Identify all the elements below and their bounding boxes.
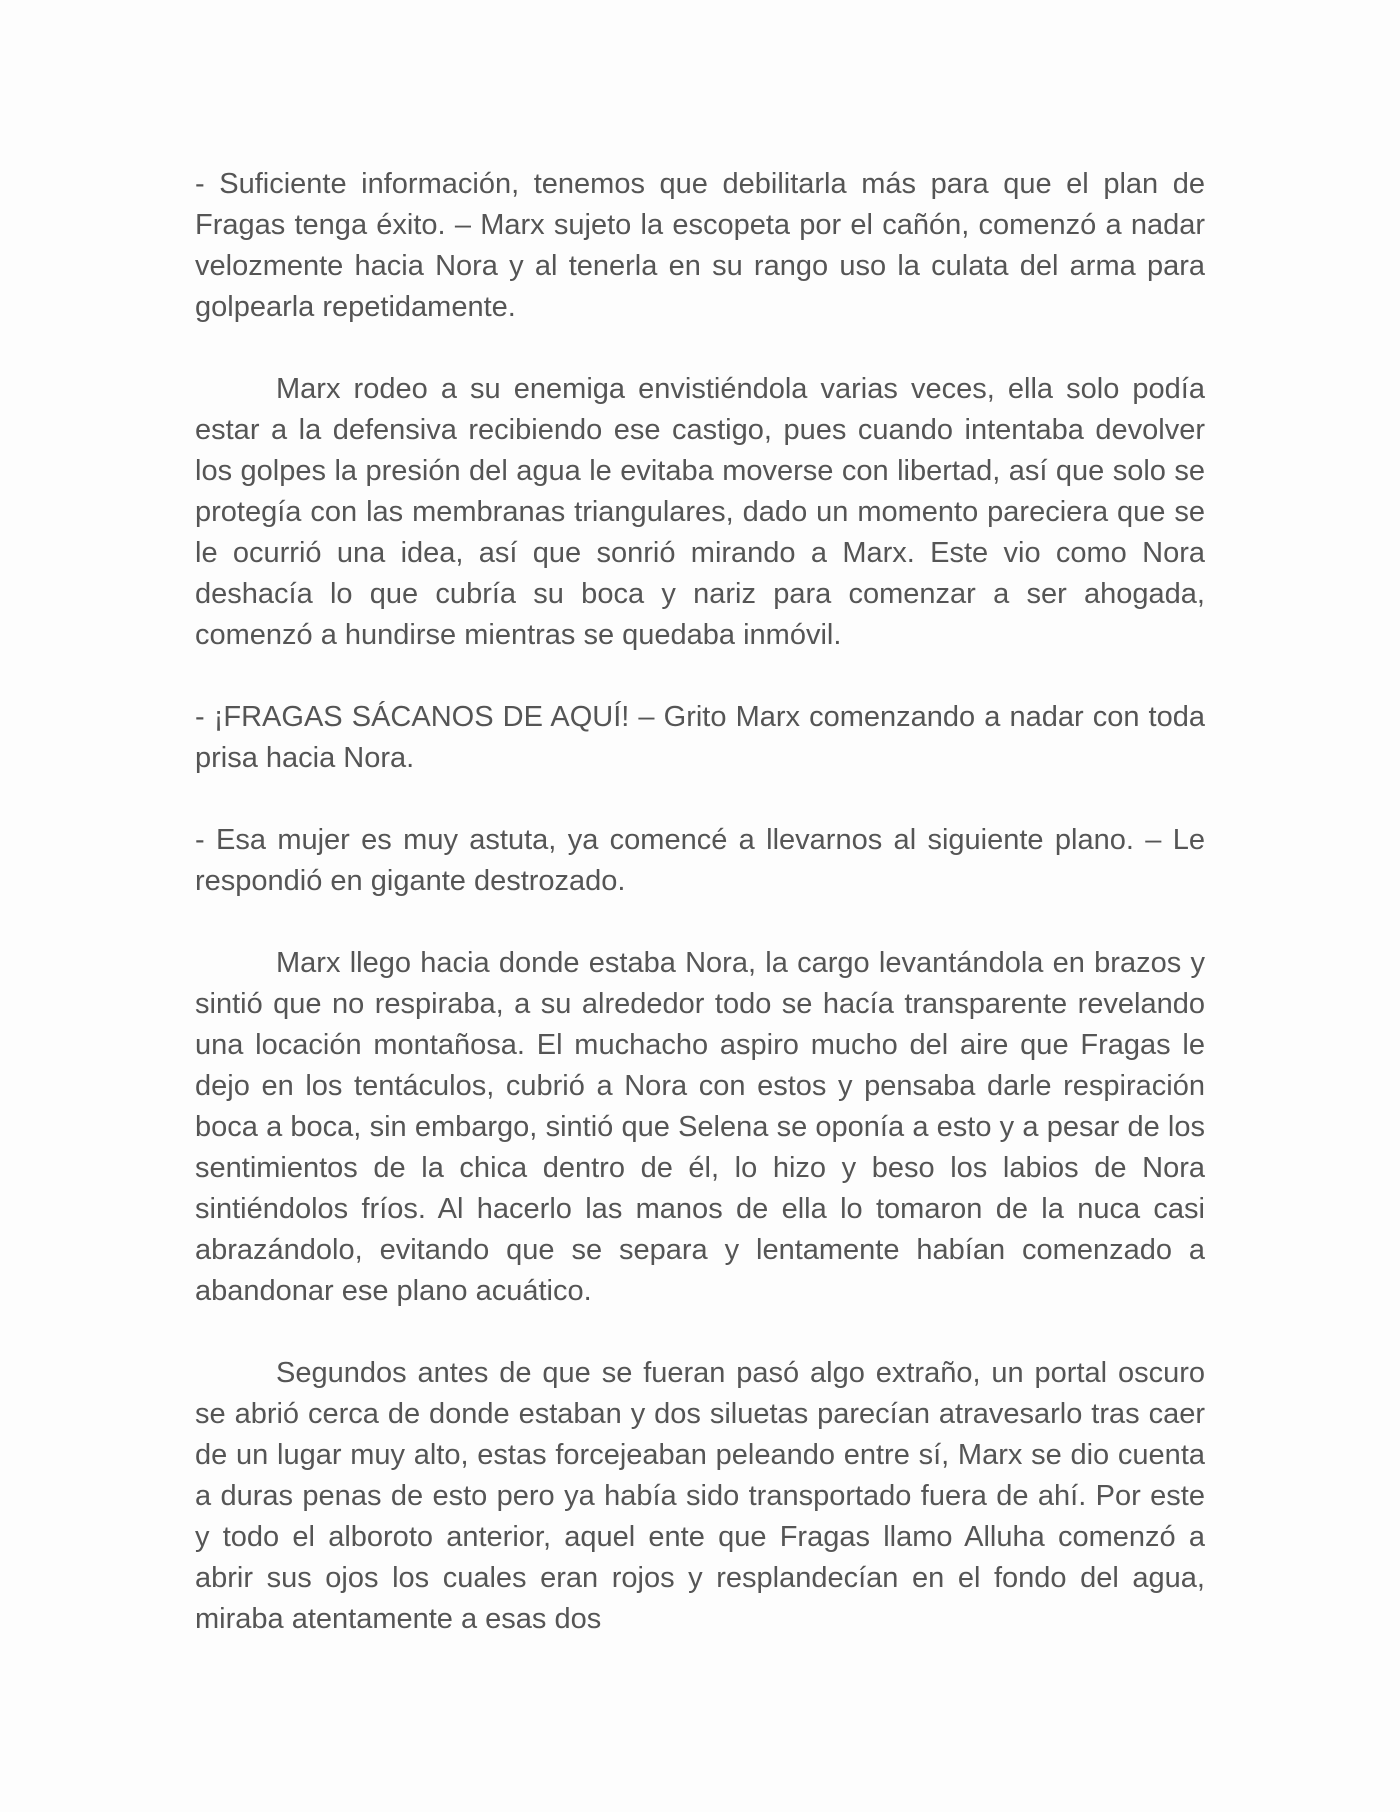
paragraph-dialogue-2: - ¡FRAGAS SÁCANOS DE AQUÍ! – Grito Marx comenzando a nadar con toda prisa hacia Nora. [195,701,1205,774]
document-page [195,164,1205,1640]
paragraph-dialogue-3: - Esa mujer es muy astuta, ya comencé a llevarnos al siguiente plano. – Le respondió en gigante destrozado. [195,824,1205,897]
paragraph-dialogue-1: - Suficiente información, tenemos que debilitarla más para que el plan de Fragas tenga éxito. – Marx sujeto la escopeta por el cañón, comenzó a nadar velozmente hacia Nora y al tenerla en su rango uso la culata del arma para golpearla repetidamente. [195,168,1205,323]
paragraph-narration-3: Segundos antes de que se fueran pasó algo extraño, un portal oscuro se abrió cerca de donde estaban y dos siluetas parecían atravesarlo tras caer de un lugar muy alto, estas forcejeaban peleando entre sí, Marx se dio cuenta a duras penas de esto pero ya había sido transportado fuera de ahí. Por este y todo el alboroto anterior, aquel ente que Fragas llamo Alluha comenzó a abrir sus ojos los cuales eran rojos y resplandecían en el fondo del agua, miraba atentamente a esas dos [195,1357,1205,1635]
paragraph-narration-1: Marx rodeo a su enemiga envistiéndola varias veces, ella solo podía estar a la defensiva recibiendo ese castigo, pues cuando intentaba devolver los golpes la presión del agua le evitaba moverse con libertad, así que solo se protegía con las membranas triangulares, dado un momento pareciera que se le ocurrió una idea, así que sonrió mirando a Marx. Este vio como Nora deshacía lo que cubría su boca y nariz para comenzar a ser ahogada, comenzó a hundirse mientras se quedaba inmóvil. [195,373,1205,651]
paragraph-narration-2: Marx llego hacia donde estaba Nora, la cargo levantándola en brazos y sintió que no respiraba, a su alrededor todo se hacía transparente revelando una locación montañosa. El muchacho aspiro mucho del aire que Fragas le dejo en los tentáculos, cubrió a Nora con estos y pensaba darle respiración boca a boca, sin embargo, sintió que Selena se oponía a esto y a pesar de los sentimientos de la chica dentro de él, lo hizo y beso los labios de Nora sintiéndolos fríos. Al hacerlo las manos de ella lo tomaron de la nuca casi abrazándolo, evitando que se separa y lentamente habían comenzado a abandonar ese plano acuático. [195,947,1205,1307]
